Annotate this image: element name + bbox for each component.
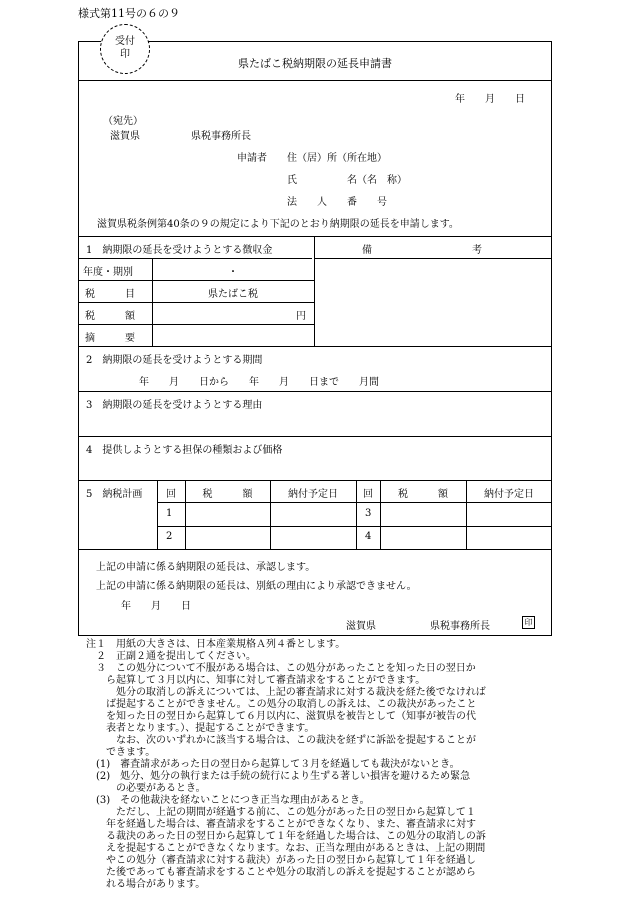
note-line: やこの処分（審査請求に対する裁決）があった日の翌日から起算して１年を経過し xyxy=(86,855,476,866)
rule xyxy=(78,236,552,237)
rule xyxy=(157,526,552,527)
rule xyxy=(78,80,552,81)
extension-period: 年 月 日から 年 月 日まで 月間 xyxy=(139,377,379,388)
section1-header: 1 納期限の延長を受けようとする徴収金 xyxy=(86,245,273,256)
note-line: ら起算して３月以内に、知事に対して審査請求をすることができます。 xyxy=(86,675,426,686)
rule xyxy=(314,236,315,346)
col-kai: 回 xyxy=(363,489,373,500)
col-amount: 税 額 xyxy=(398,489,448,500)
note-line: を知った日の翌日から起算して６月以内に、滋賀県を被告として（知事が被告の代 xyxy=(86,711,476,722)
addressee-pref: 滋賀県 xyxy=(110,131,140,142)
fiscal-period-label: 年度・期別 xyxy=(83,267,133,278)
note-line: (1) 審査請求があった日の翌日から起算して３月を経過しても裁決がないとき。 xyxy=(86,759,460,770)
form-number: 様式第11号の６の９ xyxy=(78,7,180,20)
tax-amount-unit: 円 xyxy=(296,311,306,322)
plan-row-number: 1 xyxy=(166,508,173,519)
rule xyxy=(157,502,552,503)
plan-row-number: 2 xyxy=(166,531,173,542)
rule xyxy=(78,258,312,259)
note-line: れる場合があります。 xyxy=(86,879,206,890)
section5-header: 5 納税計画 xyxy=(86,489,143,500)
note-line: できます。 xyxy=(86,747,156,758)
plan-row-number: 4 xyxy=(365,531,372,542)
addressee-office: 県税事務所長 xyxy=(191,131,251,142)
approval-granted: 上記の申請に係る納期限の延長は、承認します。 xyxy=(96,562,316,573)
note-line: ただし、上記の期間が経過する前に、この処分があった日の翌日から起算して１ xyxy=(86,807,476,818)
note-line: (3) その他裁決を経ないことにつき正当な理由があるとき。 xyxy=(86,795,370,806)
col-due-date: 納付予定日 xyxy=(288,489,338,500)
addressee-label: （宛先） xyxy=(103,116,143,127)
note-line: えを提起することができなくなります。なお、正当な理由があるときは、上記の期間 xyxy=(86,843,486,854)
note-line: の必要があるとき。 xyxy=(86,783,206,794)
col-kai: 回 xyxy=(166,489,176,500)
section3-header: 3 納期限の延長を受けようとする理由 xyxy=(86,400,263,411)
rule xyxy=(78,324,314,325)
note-line: 年を経過した場合は、審査請求をすることができなくなり、また、審査請求に対す xyxy=(86,819,476,830)
summary-label: 摘 要 xyxy=(85,333,135,344)
tax-amount-label: 税 額 xyxy=(85,311,135,322)
application-statement: 滋賀県税条例第40条の９の規定により下記のとおり納期限の延長を申請します。 xyxy=(97,219,459,230)
rule xyxy=(78,346,552,347)
section2-header: 2 納期限の延長を受けようとする期間 xyxy=(86,355,263,366)
col-amount: 税 額 xyxy=(202,489,253,500)
note-line: た後であっても審査請求をすることや処分の取消しの訴えを提起することが認めら xyxy=(86,867,476,878)
note-line: ２ 正副２通を提出してください。 xyxy=(86,651,256,662)
note-line: 注１ 用紙の大きさは、日本産業規格Ａ列４番とします。 xyxy=(86,639,346,650)
rule xyxy=(78,280,314,281)
approval-office: 県税事務所長 xyxy=(430,621,490,632)
rule xyxy=(78,436,552,437)
remarks-header: 備 考 xyxy=(362,245,482,256)
applicant-label: 申請者 xyxy=(237,153,267,164)
col-due-date: 納付予定日 xyxy=(484,489,534,500)
stamp-label: 印 xyxy=(120,49,130,60)
note-line: ば提起することができません。この処分の取消しの訴えは、この裁決があったこと xyxy=(86,699,477,710)
approval-denied: 上記の申請に係る納期限の延長は、別紙の理由により承認できません。 xyxy=(96,581,417,592)
official-seal-mark: 印 xyxy=(522,616,535,629)
note-line: なお、次のいずれかに該当する場合は、この裁決を経ずに訴訟を提起することが xyxy=(86,735,476,746)
application-form-frame xyxy=(78,41,552,636)
note-line: る裁決のあった日の翌日から起算して１年を経過した場合は、この処分の取消しの訴 xyxy=(86,831,486,842)
plan-row-number: 3 xyxy=(365,508,372,519)
rule xyxy=(78,391,552,392)
rule xyxy=(78,549,552,550)
tax-item-label: 税 目 xyxy=(85,289,135,300)
applicant-address-label: 住（居）所（所在地） xyxy=(287,153,387,164)
application-date: 年 月 日 xyxy=(455,94,525,105)
form-title: 県たばこ税納期限の延長申請書 xyxy=(238,57,392,70)
approval-date: 年 月 日 xyxy=(121,601,191,612)
fiscal-period-value: ・ xyxy=(228,267,238,278)
note-line: ３ この処分について不服がある場合は、この処分があったことを知った日の翌日か xyxy=(86,663,476,674)
note-line: (2) 処分、処分の執行または手続の続行により生ずる著しい損害を避けるため緊急 xyxy=(86,771,471,782)
note-line: 処分の取消しの訴えについては、上記の審査請求に対する裁決を経た後でなければ xyxy=(86,687,486,698)
approval-pref: 滋賀県 xyxy=(346,621,376,632)
note-line: 表者となります。）、提起することができます。 xyxy=(86,723,315,734)
section4-header: 4 提供しようとする担保の種類および価格 xyxy=(86,445,283,456)
stamp-label: 受付 xyxy=(115,36,135,47)
rule xyxy=(78,302,314,303)
applicant-name-label: 氏 名（名 称） xyxy=(287,175,407,186)
applicant-corp-number-label: 法 人 番 号 xyxy=(287,197,387,208)
rule xyxy=(314,258,552,259)
tax-item-value: 県たばこ税 xyxy=(208,289,258,300)
rule xyxy=(78,480,552,481)
